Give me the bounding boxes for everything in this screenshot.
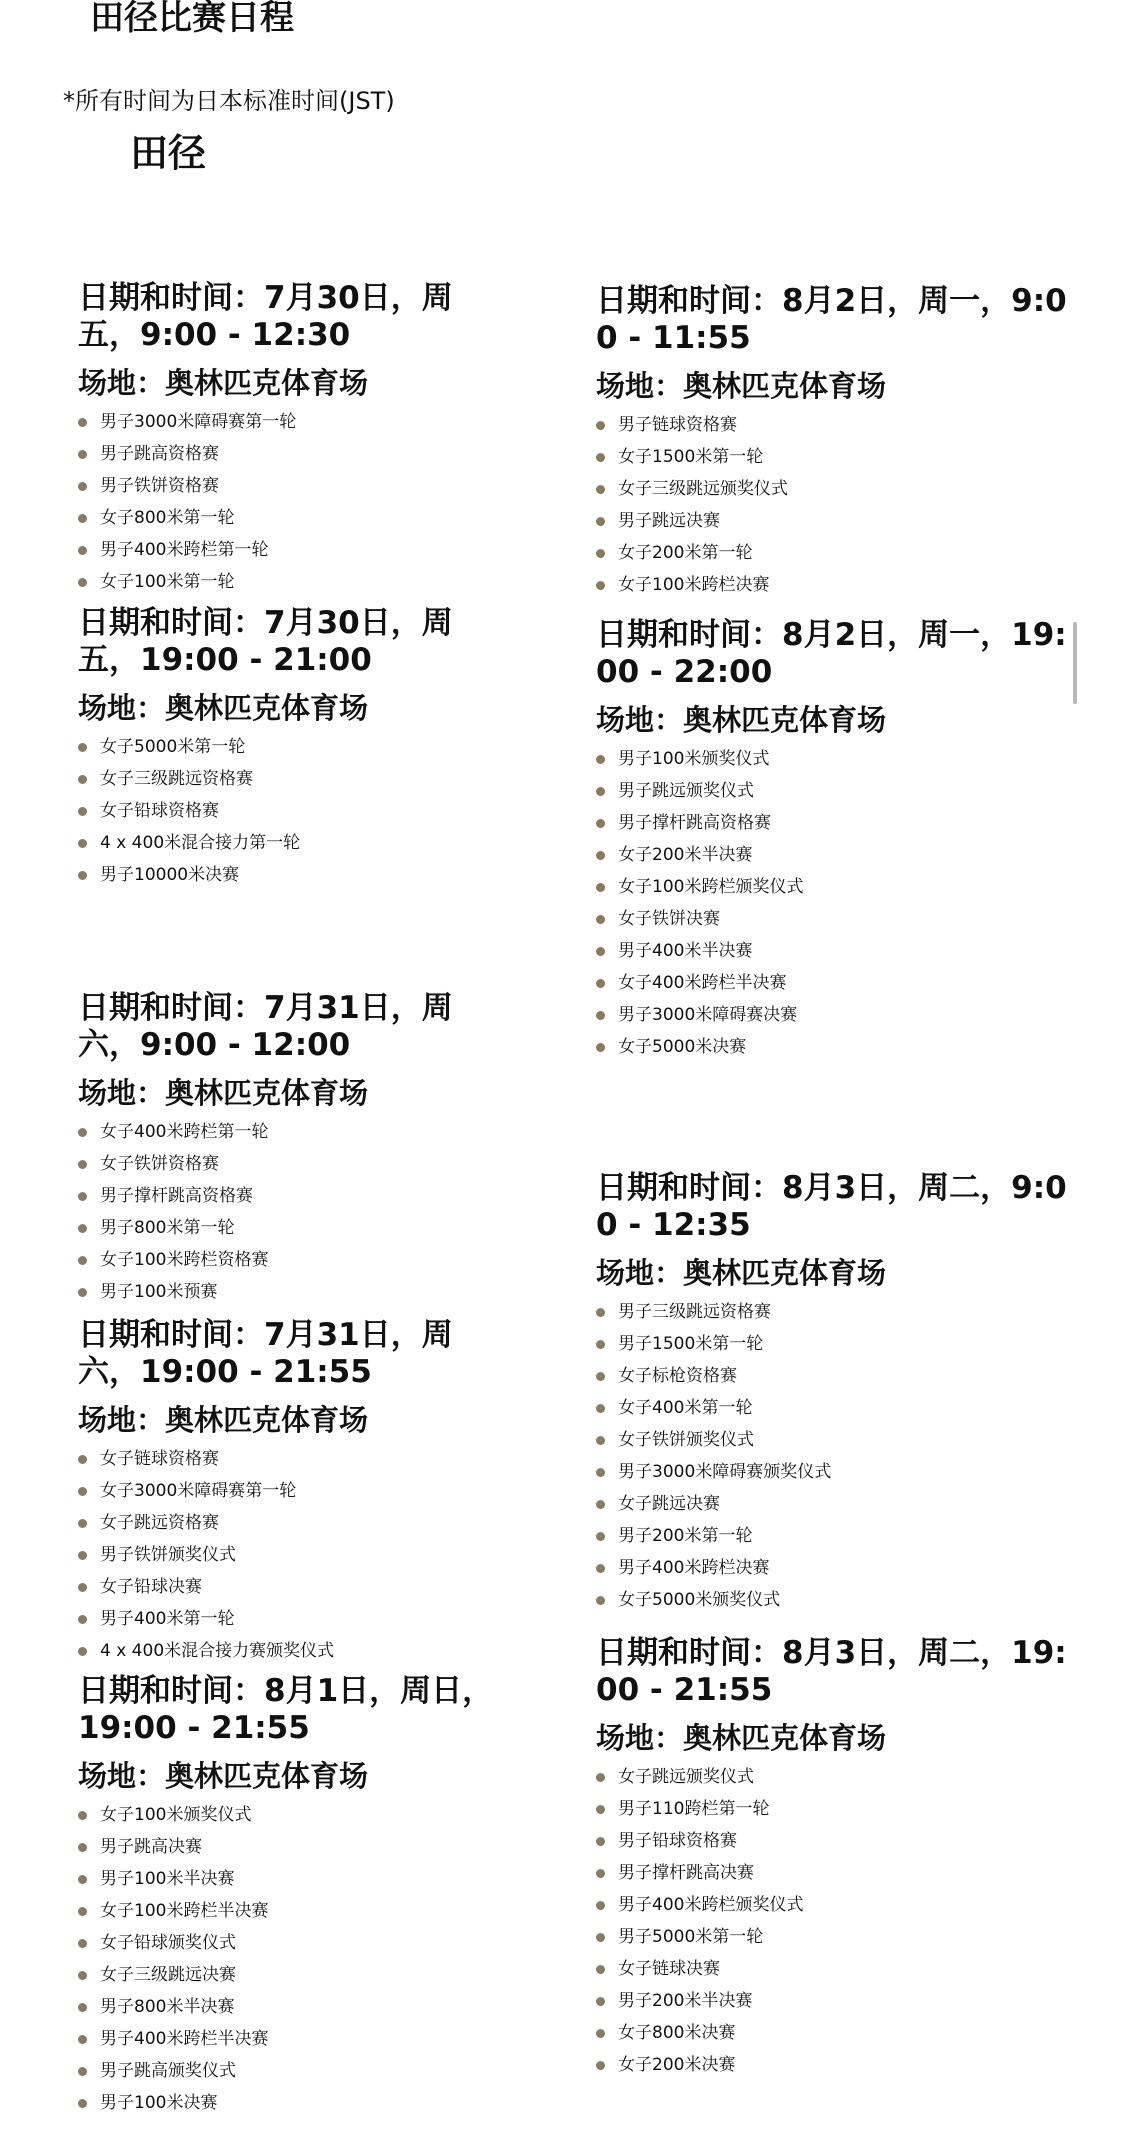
list-item xyxy=(596,1031,1076,1063)
bullet-icon xyxy=(596,1308,605,1317)
event-name: 男子100米颁奖仪式 xyxy=(618,749,770,769)
event-name: 男子200米半决赛 xyxy=(618,1991,753,2011)
list-item xyxy=(596,441,1076,473)
bullet-icon xyxy=(78,871,87,880)
event-name: 男子链球资格赛 xyxy=(618,415,737,435)
event-name: 男子800米第一轮 xyxy=(100,1218,235,1238)
list-item xyxy=(596,871,1076,903)
list-item xyxy=(596,1953,1076,1985)
event-name: 女子200米第一轮 xyxy=(618,543,753,563)
event-name: 男子撑杆跳高资格赛 xyxy=(618,813,771,833)
event-name: 男子400米第一轮 xyxy=(100,1609,235,1629)
list-item xyxy=(596,569,1076,601)
event-name: 男子400米跨栏颁奖仪式 xyxy=(618,1895,804,1915)
list-item xyxy=(78,1831,498,1863)
bullet-icon xyxy=(596,1773,605,1782)
event-name: 女子100米颁奖仪式 xyxy=(100,1805,252,1825)
list-item xyxy=(78,1475,498,1507)
scrollbar[interactable] xyxy=(1073,622,1077,704)
list-item xyxy=(78,1959,498,1991)
bullet-icon xyxy=(78,2067,87,2076)
list-item xyxy=(78,1571,498,1603)
session-datetime: 日期和时间：8月2日，周一，9:00 - 11:55 xyxy=(596,283,1067,356)
bullet-icon xyxy=(78,1519,87,1528)
bullet-icon xyxy=(78,1288,87,1297)
event-name: 男子100米决赛 xyxy=(100,2093,218,2113)
event-name: 男子3000米障碍赛决赛 xyxy=(618,1005,798,1025)
bullet-icon xyxy=(596,453,605,462)
event-name: 男子三级跳远资格赛 xyxy=(618,1302,771,1322)
list-item xyxy=(596,1328,1076,1360)
list-item xyxy=(596,1857,1076,1889)
event-list xyxy=(78,731,498,891)
bullet-icon xyxy=(596,2061,605,2070)
bullet-icon xyxy=(78,514,87,523)
event-name: 女子5000米颁奖仪式 xyxy=(618,1590,781,1610)
session-block xyxy=(78,280,498,598)
list-item xyxy=(78,859,498,891)
list-item xyxy=(596,1552,1076,1584)
bullet-icon xyxy=(596,1997,605,2006)
event-name: 男子200米第一轮 xyxy=(618,1526,753,1546)
list-item xyxy=(78,534,498,566)
event-name: 男子100米半决赛 xyxy=(100,1869,235,1889)
event-list xyxy=(78,1799,498,2119)
list-item xyxy=(596,1584,1076,1616)
bullet-icon xyxy=(596,1468,605,1477)
session-datetime: 日期和时间：7月30日，周五，9:00 - 12:30 xyxy=(78,280,453,353)
bullet-icon xyxy=(596,915,605,924)
bullet-icon xyxy=(78,2035,87,2044)
list-item xyxy=(78,1603,498,1635)
bullet-icon xyxy=(596,485,605,494)
list-item xyxy=(596,1921,1076,1953)
bullet-icon xyxy=(78,1551,87,1560)
bullet-icon xyxy=(596,1340,605,1349)
bullet-icon xyxy=(596,1011,605,1020)
event-name: 男子1500米第一轮 xyxy=(618,1334,764,1354)
bullet-icon xyxy=(596,979,605,988)
event-list xyxy=(78,1443,498,1667)
event-name: 男子800米半决赛 xyxy=(100,1997,235,2017)
bullet-icon xyxy=(596,947,605,956)
session-venue: 场地：奥林匹克体育场 xyxy=(78,1759,369,1793)
bullet-icon xyxy=(596,1869,605,1878)
session-venue: 场地：奥林匹克体育场 xyxy=(596,1256,887,1290)
event-name: 女子铁饼资格赛 xyxy=(100,1154,219,1174)
event-name: 男子400米跨栏第一轮 xyxy=(100,540,269,560)
event-name: 女子100米第一轮 xyxy=(100,572,235,592)
event-name: 女子跳远资格赛 xyxy=(100,1513,219,1533)
list-item xyxy=(78,1927,498,1959)
bullet-icon xyxy=(78,1160,87,1169)
event-name: 女子三级跳远资格赛 xyxy=(100,769,253,789)
event-name: 4 x 400米混合接力赛颁奖仪式 xyxy=(100,1641,335,1661)
bullet-icon xyxy=(78,1811,87,1820)
list-item xyxy=(78,2055,498,2087)
event-name: 女子铅球资格赛 xyxy=(100,801,219,821)
event-name: 男子铁饼颁奖仪式 xyxy=(100,1545,236,1565)
session-datetime: 日期和时间：8月3日，周二，9:00 - 12:35 xyxy=(596,1170,1067,1243)
list-item xyxy=(78,1635,498,1667)
event-name: 女子三级跳远决赛 xyxy=(100,1965,236,1985)
bullet-icon xyxy=(78,418,87,427)
bullet-icon xyxy=(596,549,605,558)
bullet-icon xyxy=(78,1128,87,1137)
list-item xyxy=(596,2049,1076,2081)
list-item xyxy=(596,839,1076,871)
event-name: 女子400米第一轮 xyxy=(618,1398,753,1418)
event-name: 女子5000米第一轮 xyxy=(100,737,246,757)
bullet-icon xyxy=(78,775,87,784)
session-block xyxy=(596,617,1076,1063)
list-item xyxy=(78,1212,498,1244)
list-item xyxy=(596,807,1076,839)
list-item xyxy=(78,566,498,598)
bullet-icon xyxy=(596,819,605,828)
event-name: 女子链球决赛 xyxy=(618,1959,720,1979)
bullet-icon xyxy=(596,1901,605,1910)
event-name: 女子100米跨栏颁奖仪式 xyxy=(618,877,804,897)
event-name: 男子撑杆跳高资格赛 xyxy=(100,1186,253,1206)
bullet-icon xyxy=(78,482,87,491)
event-name: 女子800米第一轮 xyxy=(100,508,235,528)
list-item xyxy=(78,438,498,470)
bullet-icon xyxy=(596,581,605,590)
event-name: 女子铁饼决赛 xyxy=(618,909,720,929)
list-item xyxy=(596,1488,1076,1520)
bullet-icon xyxy=(78,1647,87,1656)
event-name: 女子100米跨栏半决赛 xyxy=(100,1901,269,1921)
list-item xyxy=(596,1360,1076,1392)
list-item xyxy=(596,743,1076,775)
event-name: 男子跳远颁奖仪式 xyxy=(618,781,754,801)
list-item xyxy=(78,827,498,859)
list-item xyxy=(78,406,498,438)
list-item xyxy=(78,1991,498,2023)
list-item xyxy=(596,473,1076,505)
list-item xyxy=(596,537,1076,569)
event-name: 男子3000米障碍赛颁奖仪式 xyxy=(618,1462,832,1482)
session-venue: 场地：奥林匹克体育场 xyxy=(78,1076,369,1110)
list-item xyxy=(78,795,498,827)
event-list xyxy=(596,1761,1076,2081)
bullet-icon xyxy=(78,1192,87,1201)
list-item xyxy=(596,409,1076,441)
session-venue: 场地：奥林匹克体育场 xyxy=(78,691,369,725)
list-item xyxy=(78,1539,498,1571)
event-name: 男子跳高颁奖仪式 xyxy=(100,2061,236,2081)
list-item xyxy=(78,1244,498,1276)
event-list xyxy=(596,743,1076,1063)
bullet-icon xyxy=(596,755,605,764)
list-item xyxy=(596,1889,1076,1921)
list-item xyxy=(78,2087,498,2119)
bullet-icon xyxy=(78,839,87,848)
list-item xyxy=(596,1761,1076,1793)
bullet-icon xyxy=(78,743,87,752)
event-name: 男子撑杆跳高决赛 xyxy=(618,1863,754,1883)
event-name: 男子铁饼资格赛 xyxy=(100,476,219,496)
bullet-icon xyxy=(596,787,605,796)
event-name: 女子铁饼颁奖仪式 xyxy=(618,1430,754,1450)
list-item xyxy=(596,1424,1076,1456)
bullet-icon xyxy=(596,421,605,430)
event-name: 女子100米跨栏决赛 xyxy=(618,575,770,595)
bullet-icon xyxy=(596,2029,605,2038)
bullet-icon xyxy=(596,1564,605,1573)
bullet-icon xyxy=(78,450,87,459)
event-name: 女子1500米第一轮 xyxy=(618,447,764,467)
list-item xyxy=(596,775,1076,807)
event-name: 女子标枪资格赛 xyxy=(618,1366,737,1386)
bullet-icon xyxy=(596,1532,605,1541)
session-venue: 场地：奥林匹克体育场 xyxy=(596,703,887,737)
session-datetime: 日期和时间：7月30日，周五，19:00 - 21:00 xyxy=(78,605,453,678)
event-name: 男子10000米决赛 xyxy=(100,865,240,885)
session-block xyxy=(78,990,498,1308)
event-name: 女子铅球决赛 xyxy=(100,1577,202,1597)
event-list xyxy=(596,1296,1076,1616)
bullet-icon xyxy=(78,1843,87,1852)
bullet-icon xyxy=(596,1596,605,1605)
bullet-icon xyxy=(596,1837,605,1846)
list-item xyxy=(596,1520,1076,1552)
bullet-icon xyxy=(78,2099,87,2108)
event-name: 女子链球资格赛 xyxy=(100,1449,219,1469)
event-name: 女子铅球颁奖仪式 xyxy=(100,1933,236,1953)
event-name: 女子跳远颁奖仪式 xyxy=(618,1767,754,1787)
list-item xyxy=(78,1180,498,1212)
page-title: 田径比赛日程 xyxy=(90,0,294,38)
list-item xyxy=(78,731,498,763)
session-block xyxy=(596,283,1076,601)
bullet-icon xyxy=(78,1875,87,1884)
list-item xyxy=(78,1863,498,1895)
list-item xyxy=(596,1456,1076,1488)
session-datetime: 日期和时间：8月1日，周日，19:00 - 21:55 xyxy=(78,1673,494,1746)
bullet-icon xyxy=(596,1372,605,1381)
bullet-icon xyxy=(78,1224,87,1233)
event-name: 男子跳高资格赛 xyxy=(100,444,219,464)
list-item xyxy=(78,1148,498,1180)
event-name: 女子3000米障碍赛第一轮 xyxy=(100,1481,297,1501)
bullet-icon xyxy=(596,1500,605,1509)
session-datetime: 日期和时间：8月2日，周一，19:00 - 22:00 xyxy=(596,617,1067,690)
event-name: 女子三级跳远颁奖仪式 xyxy=(618,479,788,499)
bullet-icon xyxy=(78,546,87,555)
bullet-icon xyxy=(78,807,87,816)
bullet-icon xyxy=(596,1965,605,1974)
bullet-icon xyxy=(596,1043,605,1052)
bullet-icon xyxy=(78,578,87,587)
bullet-icon xyxy=(78,1256,87,1265)
list-item xyxy=(596,1825,1076,1857)
event-name: 男子5000米第一轮 xyxy=(618,1927,764,1947)
event-name: 男子400米跨栏半决赛 xyxy=(100,2029,269,2049)
bullet-icon xyxy=(596,517,605,526)
event-name: 女子5000米决赛 xyxy=(618,1037,747,1057)
list-item xyxy=(78,1799,498,1831)
event-list xyxy=(78,406,498,598)
bullet-icon xyxy=(78,1971,87,1980)
event-name: 男子跳远决赛 xyxy=(618,511,720,531)
event-name: 4 x 400米混合接力第一轮 xyxy=(100,833,301,853)
event-name: 女子800米决赛 xyxy=(618,2023,736,2043)
session-venue: 场地：奥林匹克体育场 xyxy=(596,1721,887,1755)
list-item xyxy=(78,1276,498,1308)
list-item xyxy=(78,1443,498,1475)
list-item xyxy=(78,502,498,534)
list-item xyxy=(596,967,1076,999)
session-venue: 场地：奥林匹克体育场 xyxy=(596,369,887,403)
bullet-icon xyxy=(78,1615,87,1624)
session-block xyxy=(596,1635,1076,2081)
list-item xyxy=(596,1296,1076,1328)
event-name: 女子200米决赛 xyxy=(618,2055,736,2075)
event-name: 女子400米跨栏第一轮 xyxy=(100,1122,269,1142)
bullet-icon xyxy=(78,1583,87,1592)
bullet-icon xyxy=(78,1939,87,1948)
list-item xyxy=(78,470,498,502)
session-datetime: 日期和时间：7月31日，周六，9:00 - 12:00 xyxy=(78,990,453,1063)
list-item xyxy=(596,903,1076,935)
list-item xyxy=(78,763,498,795)
event-name: 男子110跨栏第一轮 xyxy=(618,1799,770,1819)
session-datetime: 日期和时间：8月3日，周二，19:00 - 21:55 xyxy=(596,1635,1067,1708)
bullet-icon xyxy=(596,1805,605,1814)
event-list xyxy=(78,1116,498,1308)
session-block xyxy=(596,1170,1076,1616)
list-item xyxy=(596,935,1076,967)
timezone-note: *所有时间为日本标准时间(JST) xyxy=(63,87,395,115)
session-datetime: 日期和时间：7月31日，周六，19:00 - 21:55 xyxy=(78,1317,453,1390)
list-item xyxy=(596,1392,1076,1424)
event-name: 男子铅球资格赛 xyxy=(618,1831,737,1851)
event-name: 男子400米跨栏决赛 xyxy=(618,1558,770,1578)
bullet-icon xyxy=(596,851,605,860)
list-item xyxy=(78,1895,498,1927)
list-item xyxy=(78,2023,498,2055)
event-name: 女子400米跨栏半决赛 xyxy=(618,973,787,993)
event-name: 女子跳远决赛 xyxy=(618,1494,720,1514)
list-item xyxy=(596,2017,1076,2049)
event-name: 男子跳高决赛 xyxy=(100,1837,202,1857)
event-name: 女子100米跨栏资格赛 xyxy=(100,1250,269,1270)
list-item xyxy=(596,999,1076,1031)
bullet-icon xyxy=(596,1404,605,1413)
bullet-icon xyxy=(78,1907,87,1916)
event-name: 女子200米半决赛 xyxy=(618,845,753,865)
session-venue: 场地：奥林匹克体育场 xyxy=(78,366,369,400)
session-block xyxy=(78,605,498,891)
bullet-icon xyxy=(596,883,605,892)
bullet-icon xyxy=(78,2003,87,2012)
bullet-icon xyxy=(78,1487,87,1496)
session-block xyxy=(78,1673,498,2119)
bullet-icon xyxy=(596,1933,605,1942)
session-block xyxy=(78,1317,498,1667)
event-name: 男子400米半决赛 xyxy=(618,941,753,961)
event-list xyxy=(596,409,1076,601)
list-item xyxy=(596,1985,1076,2017)
bullet-icon xyxy=(596,1436,605,1445)
event-name: 男子3000米障碍赛第一轮 xyxy=(100,412,297,432)
event-name: 男子100米预赛 xyxy=(100,1282,218,1302)
session-venue: 场地：奥林匹克体育场 xyxy=(78,1403,369,1437)
list-item xyxy=(78,1116,498,1148)
list-item xyxy=(596,1793,1076,1825)
bullet-icon xyxy=(78,1455,87,1464)
list-item xyxy=(596,505,1076,537)
list-item xyxy=(78,1507,498,1539)
section-title: 田径 xyxy=(130,131,207,175)
